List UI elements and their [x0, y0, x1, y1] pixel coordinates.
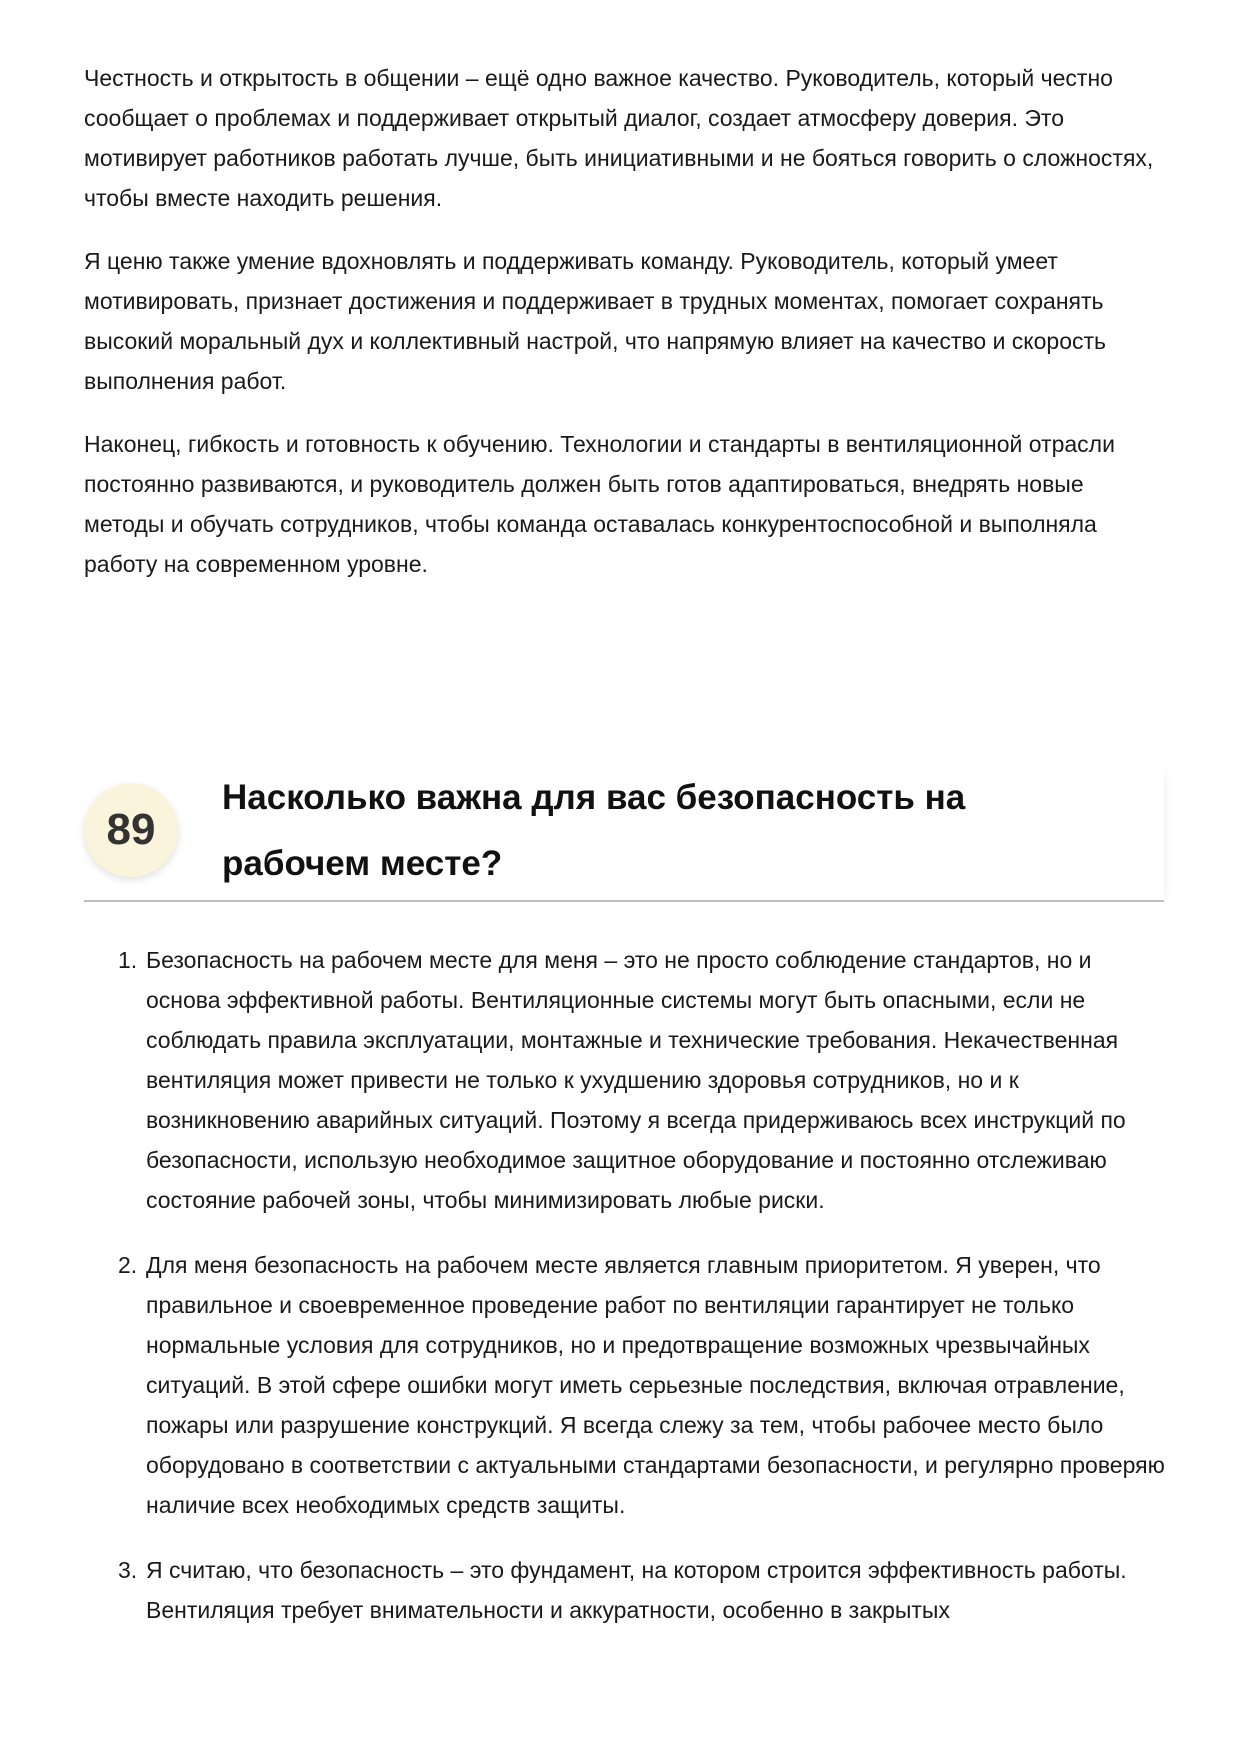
intro-paragraph: Я ценю также умение вдохновлять и поддерживать команду. Руководитель, который умеет мотивировать, признает достижения и поддерживает в трудных моментах, помогает сохранять высокий моральный дух и коллективный настрой, что напрямую влияет на качество и скорость выполнения работ.: [84, 248, 1107, 394]
answer-item: [118, 940, 1166, 1220]
answer-list: [118, 940, 1166, 1655]
answer-item: [118, 1550, 1166, 1630]
answer-item: [118, 1245, 1166, 1525]
answer-text: Я считаю, что безопасность – это фундамент, на котором строится эффективность работы. Вентиляция требует внимательности и аккуратности, особенно в закрытых: [146, 1557, 1127, 1623]
question-header: [84, 765, 1164, 902]
intro-paragraph: Наконец, гибкость и готовность к обучению. Технологии и стандарты в вентиляционной отрасли постоянно развиваются, и руководитель должен быть готов адаптироваться, внедрять новые методы и обучать сотрудников, чтобы команда оставалась конкурентоспособной и выполняла работу на современном уровне.: [84, 431, 1115, 577]
answer-text: Безопасность на рабочем месте для меня – это не просто соблюдение стандартов, но и основа эффективной работы. Вентиляционные системы могут быть опасными, если не соблюдать правила эксплуатации, монтажные и технические требования. Некачественная вентиляция может привести не только к ухудшению здоровья сотрудников, но и к возникновению аварийных ситуаций. Поэтому я всегда придерживаюсь всех инструкций по безопасности, использую необходимое защитное оборудование и постоянно отслеживаю состояние рабочей зоны, чтобы минимизировать любые риски.: [146, 947, 1126, 1213]
answer-number: 1.: [118, 947, 138, 973]
intro-paragraph: Честность и открытость в общении – ещё одно важное качество. Руководитель, который честно сообщает о проблемах и поддерживает открытый диалог, создает атмосферу доверия. Это мотивирует работников работать лучше, быть инициативными и не бояться говорить о сложностях, чтобы вместе находить решения.: [84, 65, 1154, 211]
answer-text: Для меня безопасность на рабочем месте является главным приоритетом. Я уверен, что правильное и своевременное проведение работ по вентиляции гарантирует не только нормальные условия для сотрудников, но и предотвращение возможных чрезвычайных ситуаций. В этой сфере ошибки могут иметь серьезные последствия, включая отравление, пожары или разрушение конструкций. Я всегда слежу за тем, чтобы рабочее место было оборудовано в соответствии с актуальными стандартами безопасности, и регулярно проверяю наличие всех необходимых средств защиты.: [146, 1252, 1165, 1518]
answer-number: 2.: [118, 1252, 138, 1278]
answer-number: 3.: [118, 1557, 138, 1583]
intro-section: [84, 58, 1164, 607]
question-title: Насколько важна для вас безопасность на рабочем месте?: [222, 778, 966, 883]
question-number-badge: 89: [84, 783, 178, 877]
